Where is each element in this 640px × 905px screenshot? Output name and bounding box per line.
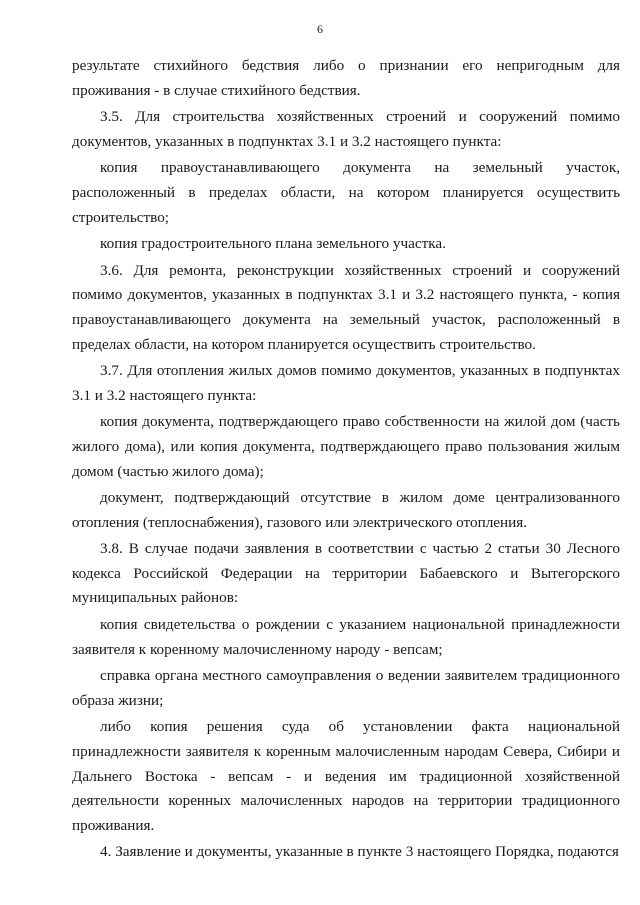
document-body bbox=[72, 54, 620, 865]
paragraph-3-8: 3.8. В случае подачи заявления в соответствии с частью 2 статьи 30 Лесного кодекса Российской Федерации на территории Бабаевского и Вытегорского муниципальных районов: bbox=[72, 540, 620, 607]
paragraph-4: 4. Заявление и документы, указанные в пункте 3 настоящего Порядка, подаются bbox=[100, 843, 619, 861]
paragraph-3-8-item-1: копия свидетельства о рождении с указанием национальной принадлежности заявителя к коренному малочисленному народу - вепсам; bbox=[72, 616, 620, 658]
page-number: 6 bbox=[317, 22, 323, 36]
paragraph-3-5-item-1: копия правоустанавливающего документа на земельный участок, расположенный в пределах области, на котором планируется осуществить строительство; bbox=[72, 159, 620, 226]
paragraph-continuation: результате стихийного бедствия либо о признании его непригодным для проживания - в случае стихийного бедствия. bbox=[72, 57, 620, 99]
paragraph-3-6: 3.6. Для ремонта, реконструкции хозяйственных строений и сооружений помимо документов, указанных в подпунктах 3.1 и 3.2 настоящего пункта, - копия правоустанавливающего документа на земельный участок, расположенный в пределах области, на котором планируется осуществить строительство. bbox=[72, 261, 620, 353]
paragraph-3-5-item-2: копия градостроительного плана земельного участка. bbox=[100, 235, 446, 253]
paragraph-3-7-item-2: документ, подтверждающий отсутствие в жилом доме централизованного отопления (теплоснабжения), газового или электрического отопления. bbox=[72, 489, 620, 531]
paragraph-3-8-item-3: либо копия решения суда об установлении факта национальной принадлежности заявителя к коренным малочисленным народам Севера, Сибири и Дальнего Востока - вепсам - и ведения им традиционной хозяйственной деятельности коренных малочисленных народов на территории традиционного проживания. bbox=[72, 718, 620, 834]
paragraph-3-8-item-2: справка органа местного самоуправления о ведении заявителем традиционного образа жизни; bbox=[72, 667, 620, 709]
paragraph-3-5: 3.5. Для строительства хозяйственных строений и сооружений помимо документов, указанных в подпунктах 3.1 и 3.2 настоящего пункта: bbox=[72, 108, 620, 150]
paragraph-3-7: 3.7. Для отопления жилых домов помимо документов, указанных в подпунктах 3.1 и 3.2 настоящего пункта: bbox=[72, 362, 620, 404]
paragraph-3-7-item-1: копия документа, подтверждающего право собственности на жилой дом (часть жилого дома), или копия документа, подтверждающего право пользования жилым домом (частью жилого дома); bbox=[72, 413, 620, 480]
